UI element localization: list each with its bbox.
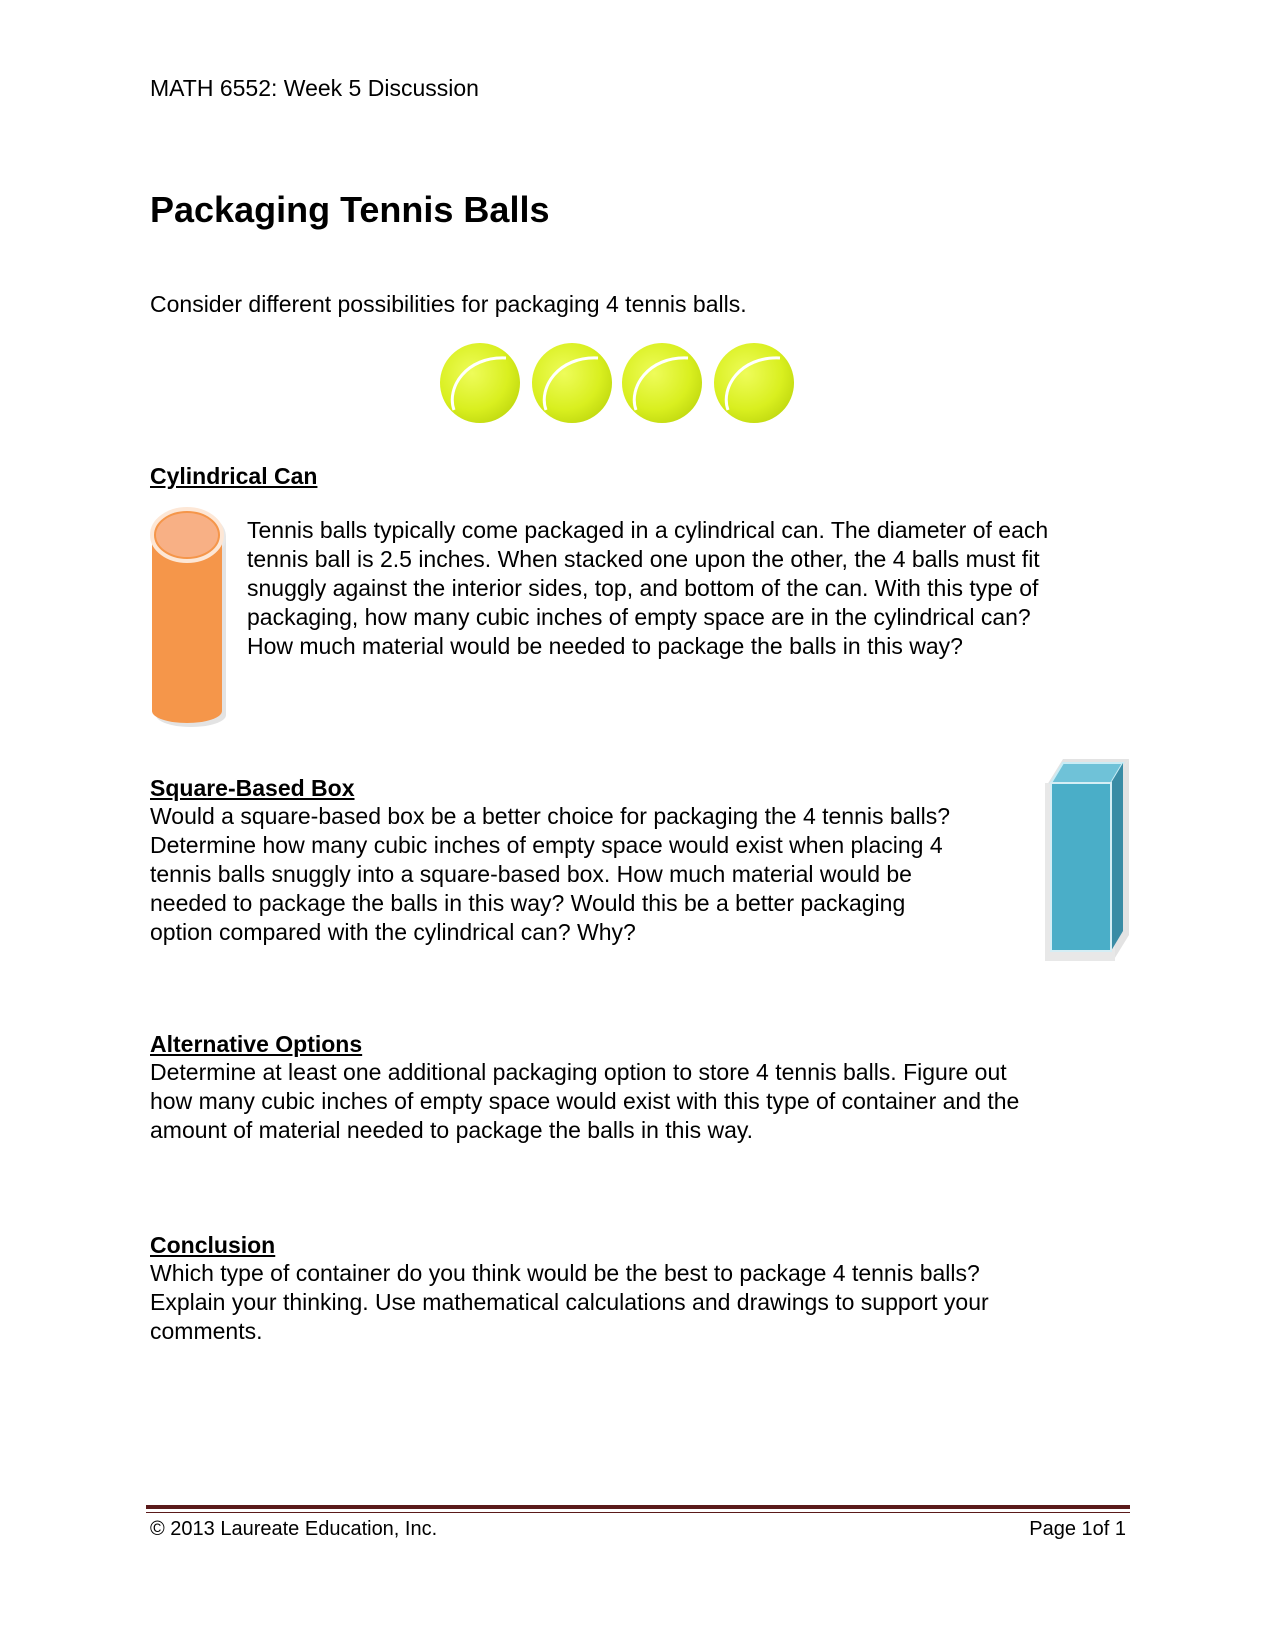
alternative-line: amount of material needed to package the balls in this way.	[150, 1117, 754, 1143]
cylinder-line: Tennis balls typically come packaged in a cylindrical can. The diameter of each	[247, 517, 1049, 543]
box-line: Determine how many cubic inches of empty space would exist when placing 4	[150, 832, 943, 858]
tennis-ball-icon	[532, 343, 612, 423]
cylinder-line: How much material would be needed to package the balls in this way?	[247, 633, 963, 659]
tennis-ball-icon	[622, 343, 702, 423]
box-heading: Square-Based Box	[150, 775, 355, 801]
cylinder-line: tennis ball is 2.5 inches. When stacked one upon the other, the 4 balls must fit	[247, 546, 1040, 572]
box-line: Would a square-based box be a better choice for packaging the 4 tennis balls?	[150, 803, 950, 829]
cylinder-text	[247, 516, 1127, 661]
square-box-icon	[1043, 755, 1131, 961]
cylinder-line: snuggly against the interior sides, top, and bottom of the can. With this type of	[247, 575, 1039, 601]
cylinder-can-icon	[148, 505, 232, 731]
page-title: Packaging Tennis Balls	[150, 189, 550, 230]
conclusion-line: Which type of container do you think would be the best to package 4 tennis balls?	[150, 1260, 980, 1286]
conclusion-section	[150, 1231, 1140, 1346]
box-line: tennis balls snuggly into a square-based box. How much material would be	[150, 861, 912, 887]
course-header: MATH 6552: Week 5 Discussion	[150, 75, 479, 101]
box-line: option compared with the cylindrical can? Why?	[150, 919, 636, 945]
footer-divider-thin	[146, 1512, 1130, 1513]
cylinder-line: packaging, how many cubic inches of empty space are in the cylindrical can?	[247, 604, 1031, 630]
alternative-line: how many cubic inches of empty space would exist with this type of container and the	[150, 1088, 1020, 1114]
box-section	[150, 774, 1030, 947]
intro-text: Consider different possibilities for packaging 4 tennis balls.	[150, 291, 747, 317]
conclusion-heading: Conclusion	[150, 1232, 276, 1258]
tennis-balls-illustration	[436, 338, 800, 428]
alternative-line: Determine at least one additional packaging option to store 4 tennis balls. Figure out	[150, 1059, 1007, 1085]
cylinder-heading: Cylindrical Can	[150, 463, 318, 489]
alternative-section	[150, 1030, 1140, 1145]
tennis-ball-icon	[440, 343, 520, 423]
alternative-heading: Alternative Options	[150, 1031, 363, 1057]
box-line: needed to package the balls in this way? Would this be a better packaging	[150, 890, 906, 916]
conclusion-line: comments.	[150, 1318, 263, 1344]
footer-page-number: Page 1of 1	[1029, 1518, 1126, 1540]
footer-divider	[146, 1505, 1130, 1509]
conclusion-line: Explain your thinking. Use mathematical calculations and drawings to support your	[150, 1289, 989, 1315]
footer-copyright: © 2013 Laureate Education, Inc.	[150, 1518, 438, 1540]
tennis-ball-icon	[714, 343, 794, 423]
